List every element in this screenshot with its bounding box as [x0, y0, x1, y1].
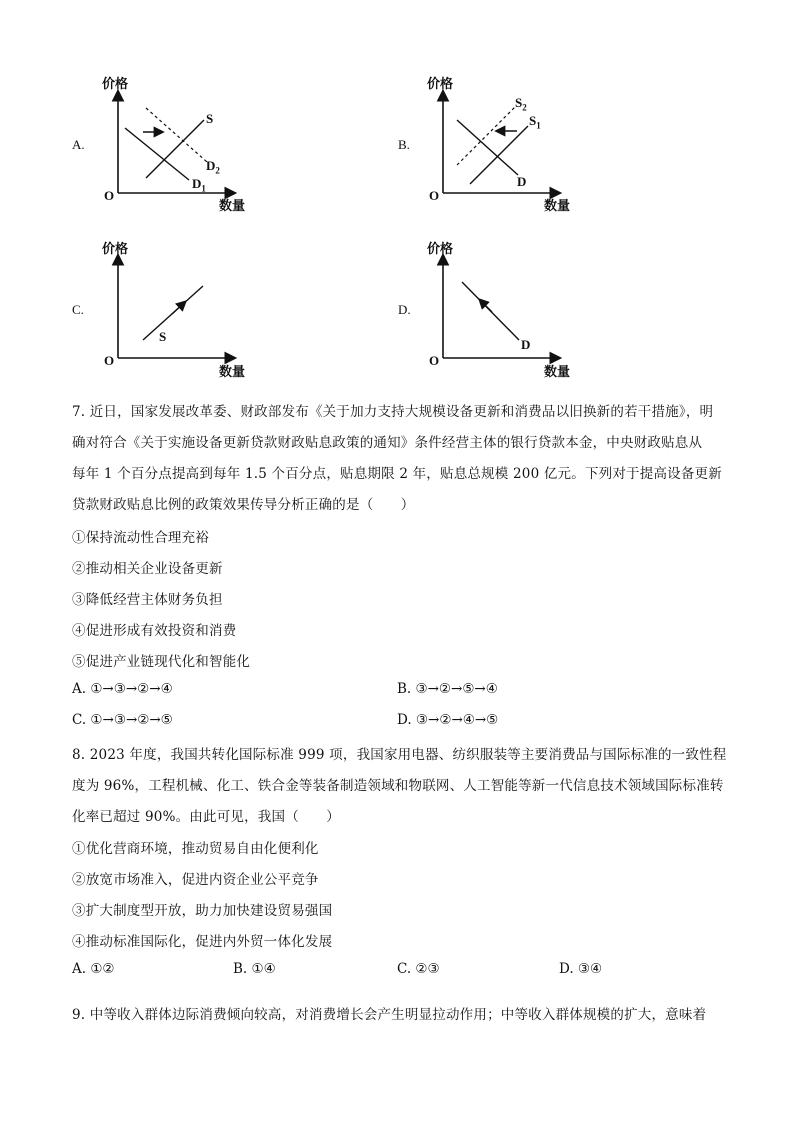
graph-a-letter: A. [72, 137, 85, 152]
graph-c-quantity-label: 数量 [219, 365, 246, 380]
q8-stem-line: 度为 96%，工程机械、化工、铁合金等装备制造领域和物联网、人工智能等新一代信息技术领域国际标准转 [72, 778, 724, 794]
graph-c-letter: C. [72, 302, 84, 317]
q8-option-d[interactable]: D. ③④ [559, 961, 603, 977]
q7-option-a[interactable]: A. ①→③→②→④ [72, 681, 173, 697]
graph-b-d-label: D [517, 174, 527, 189]
graph-a-d2-label: $D_2$ [206, 158, 220, 176]
q8-item: ②放宽市场准入，促进内资企业公平竞争 [72, 872, 319, 888]
q7-option-b[interactable]: B. ③→②→⑤→④ [397, 681, 498, 697]
graph-a-quantity-label: 数量 [219, 199, 246, 214]
graph-d-letter: D. [398, 302, 411, 317]
graph-d-quantity-label: 数量 [544, 365, 571, 380]
graph-b-price-label: 价格 [427, 77, 454, 92]
graph-c-s-label: S [159, 329, 167, 344]
graph-d-origin: O [429, 353, 440, 368]
q7-option-d[interactable]: D. ③→②→④→⑤ [397, 712, 499, 728]
q8-option-b[interactable]: B. ①④ [233, 961, 276, 977]
q9-stem-line: 9. 中等收入群体边际消费倾向较高，对消费增长会产生明显拉动作用；中等收入群体规模的扩大，意味着 [72, 1007, 707, 1023]
q8-option-a[interactable]: A. ①② [72, 961, 115, 977]
q7-item: ①保持流动性合理充裕 [72, 530, 209, 546]
q8-stem-line: 8. 2023 年度，我国共转化国际标准 999 项，我国家用电器、纺织服装等主要消费品与国际标准的一致性程 [72, 747, 727, 763]
q8-item: ④推动标准国际化，促进内外贸一体化发展 [72, 934, 333, 950]
q7-stem-line: 每年 1 个百分点提高到每年 1.5 个百分点，贴息期限 2 年，贴息总规模 200 亿元。下列对于提高设备更新 [72, 466, 722, 482]
graph-a-origin: O [104, 188, 115, 203]
graph-b-quantity-label: 数量 [544, 199, 571, 214]
q8-stem-line: 化率已超过 90%。由此可见，我国（ ） [72, 809, 340, 825]
q7-item: ⑤促进产业链现代化和智能化 [72, 654, 251, 670]
graph-d-movement-arrow [480, 300, 492, 312]
graph-b-origin: O [429, 188, 440, 203]
graph-a-price-label: 价格 [102, 77, 129, 92]
q8-item: ①优化营商环境，推动贸易自由化便利化 [72, 841, 319, 857]
graph-c-origin: O [104, 353, 115, 368]
graph-b-s2-label: $S_2$ [515, 95, 527, 113]
graph-b-s1-label: $S_1$ [529, 113, 541, 131]
q7-option-c[interactable]: C. ①→③→②→⑤ [72, 712, 173, 728]
graph-d-price-label: 价格 [427, 242, 454, 257]
graph-a-s-label: S [206, 111, 214, 126]
graph-c-price-label: 价格 [102, 242, 129, 257]
q7-stem-line: 贷款财政贴息比例的政策效果传导分析正确的是（ ） [72, 497, 415, 513]
q7-stem-line: 确对符合《关于实施设备更新贷款财政贴息政策的通知》条件经营主体的银行贷款本金，中央财政贴息从 [72, 435, 703, 451]
q8-item: ③扩大制度型开放，助力加快建设贸易强国 [72, 903, 333, 919]
q7-item: ②推动相关企业设备更新 [72, 561, 223, 577]
q8-option-c[interactable]: C. ②③ [397, 961, 440, 977]
graph-a-d1-label: $D_1$ [192, 176, 206, 194]
q7-stem-line: 7. 近日，国家发展改革委、财政部发布《关于加力支持大规模设备更新和消费品以旧换新的若干措施》，明 [72, 404, 714, 420]
q7-item: ③降低经营主体财务负担 [72, 592, 223, 608]
graph-d-d-label: D [521, 337, 531, 352]
graph-b-letter: B. [398, 137, 410, 152]
q7-item: ④促进形成有效投资和消费 [72, 623, 237, 639]
